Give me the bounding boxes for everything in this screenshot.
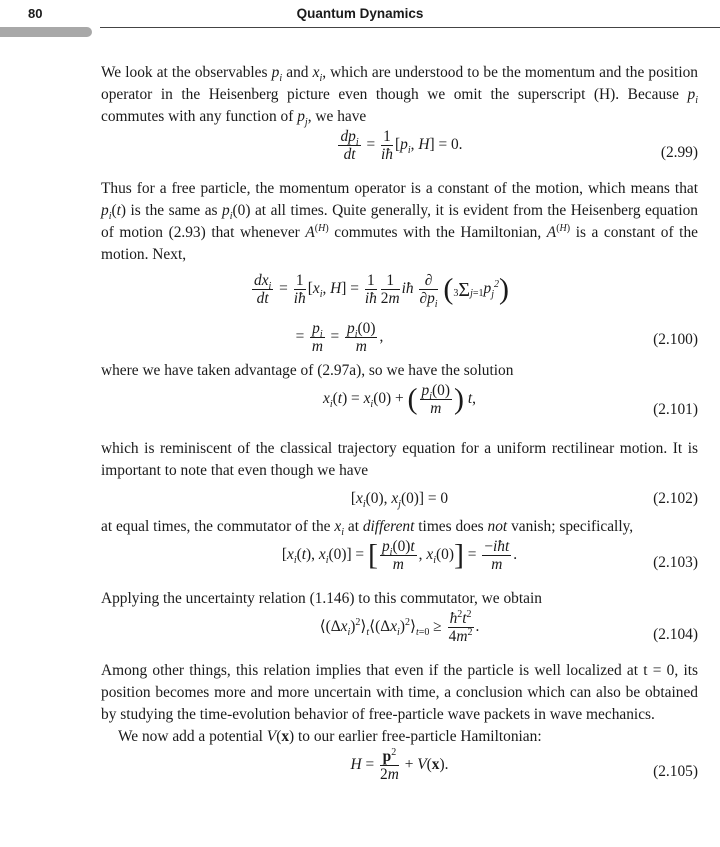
equation-number: (2.105)	[653, 763, 698, 780]
thumb-tab	[0, 27, 92, 37]
equation-number: (2.103)	[653, 554, 698, 571]
page-header	[0, 0, 720, 40]
paragraph: Applying the uncertainty relation (1.146) to this commutator, we obtain	[101, 590, 542, 607]
equation-number: (2.99)	[660, 144, 698, 161]
equation-2-100a: $\frac{dx_i}{dt}$ = $\frac{1}{iħ}$ [$x_i$, H] = $\frac{1}{iħ}$ $\frac{1}{2m}$ iħ $\frac{\partial}{\partial p_i}$ $(3\Sigma j=1p_j^2)$	[254, 272, 509, 311]
equation-2-99: $\frac{dp_i}{dt}$ = $\frac{1}{iħ}$ [$p_i$, H] = 0. (2.99)	[340, 128, 698, 163]
equation-2-100b: = $\frac{p_i}{m}$ = $\frac{p_i(0)}{m}$ , (2.100)	[295, 320, 698, 355]
equation-2-105: H = $\frac{p^2}{2m}$ + V(x). (2.105)	[350, 746, 698, 783]
equation-2-102: [$x_i(0)$, $x_j(0)] = 0$ (2.102)	[350, 490, 698, 511]
paragraph: at equal times, the commutator of the $x_i$ at different times does not vanish; specifically,	[101, 518, 634, 539]
equation-2-104: $⟨(\Delta x_i)^2⟩_t⟨(\Delta x_i)^2⟩_{t=0}$ ≥ $\frac{ħ^2t^2}{4m^2}$ . (2.104)	[319, 608, 698, 645]
paragraph: We now add a potential V(x) to our earlier free-particle Hamiltonian:	[118, 728, 542, 745]
paragraph: Thus for a free particle, the momentum operator is a constant of the motion, which means that $p_i(t)$ is the same as $p_i(0)$ at all times. Quite generally, it is evident from the Heisenberg equation of motion (2.93) that whenever $A^{(H)}$ commutes with the Hamiltonian, $A^{(H)}$ is a constant of the motion. Next,	[101, 180, 698, 263]
equation-number: (2.104)	[653, 626, 698, 643]
paragraph: where we have taken advantage of (2.97a), so we have the solution	[101, 362, 514, 379]
paragraph: Among other things, this relation implies that even if the particle is well localized at t = 0, its position becomes more and more uncertain with time, a conclusion which can also be obtained by studying the time-evolution behavior of free-particle wave packets in wave mechanics.	[101, 662, 698, 723]
paragraph: which is reminiscent of the classical trajectory equation for a uniform rectilinear motion. It is important to note that even though we have	[101, 440, 698, 479]
equation-2-103: [$x_i(t)$, $x_i(0)$] = [ $\frac{p_i(0)t}{m}$ , $x_i(0)$] = $\frac{\text{−iħt}}{m}$ . (2.103)	[281, 538, 698, 573]
equation-number: (2.101)	[653, 401, 698, 418]
page-number: 80	[28, 6, 43, 21]
equation-number: (2.100)	[653, 331, 698, 348]
header-rule	[100, 27, 720, 28]
equation-number: (2.102)	[653, 490, 698, 507]
equation-2-101: $x_i(t) = x_i(0)$ + ( $\frac{p_i(0)}{m}$ ) t, (2.101)	[101, 382, 698, 438]
running-title: Quantum Dynamics	[296, 6, 424, 21]
paragraph: We look at the observables $p_i$ and $x_i$, which are understood to be the momentum and the position operator in the Heisenberg picture even though we omit the superscript (H). Because $p_i$ commutes with any function of $p_j$, we have	[101, 64, 699, 129]
page-body	[101, 62, 698, 796]
